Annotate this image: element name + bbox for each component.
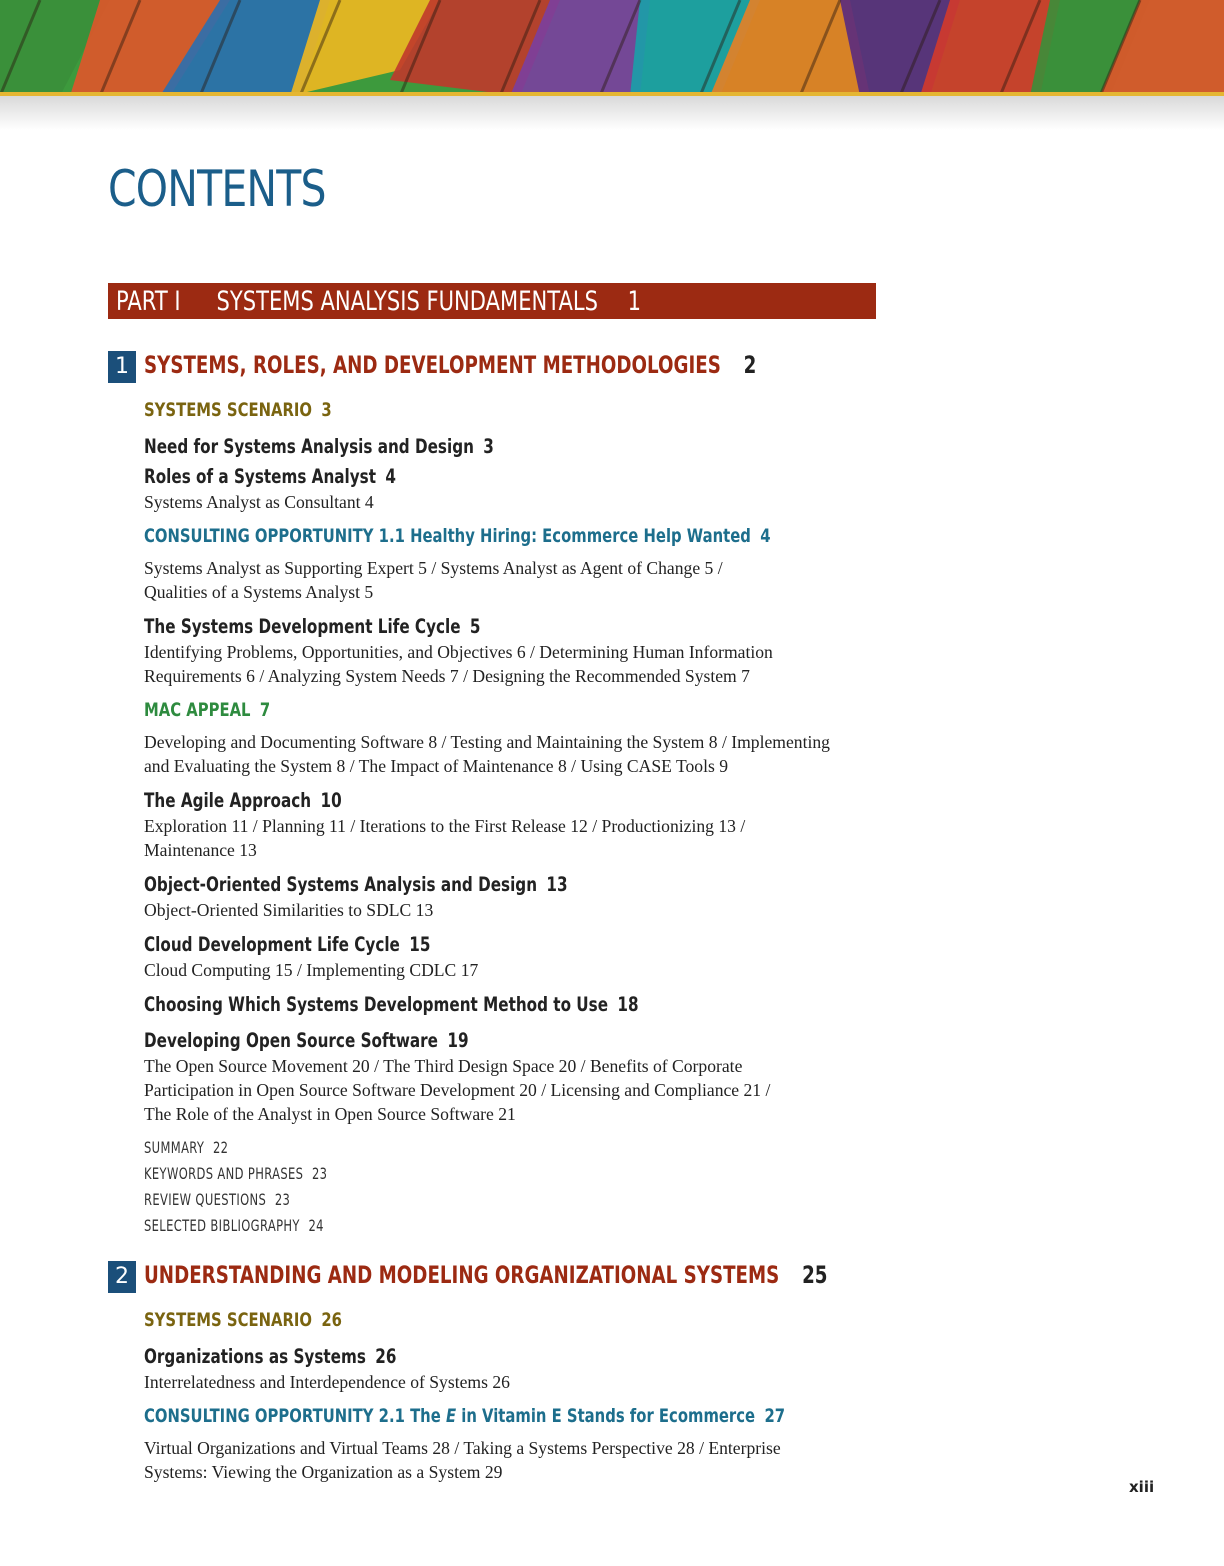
- section-page: 15: [409, 933, 431, 956]
- subsection-line: Exploration 11 / Planning 11 / Iterations to the First Release 12 / Productionizing 13 /: [144, 816, 746, 836]
- mac-appeal-page: 7: [259, 699, 271, 721]
- chapter-page: 2: [743, 351, 757, 379]
- part-title: SYSTEMS ANALYSIS FUNDAMENTALS: [216, 286, 599, 317]
- end-matter-label: SUMMARY: [144, 1138, 205, 1157]
- end-matter-entry[interactable]: [144, 1216, 324, 1235]
- section-title: Object-Oriented Systems Analysis and Design: [144, 873, 538, 896]
- section-title: Cloud Development Life Cycle: [144, 933, 400, 956]
- section-page: 26: [375, 1345, 397, 1368]
- page-folio: xiii: [1129, 1478, 1155, 1496]
- end-matter-entry[interactable]: [144, 1138, 228, 1157]
- banner-shadow: [0, 96, 1224, 130]
- section-title: Developing Open Source Software: [144, 1029, 438, 1052]
- toc-section-heading[interactable]: [144, 993, 639, 1016]
- end-matter-label: SELECTED BIBLIOGRAPHY: [144, 1216, 300, 1235]
- subsection-line: Systems Analyst as Supporting Expert 5 / Systems Analyst as Agent of Change 5 /: [144, 558, 723, 578]
- subsection-line: Developing and Documenting Software 8 / Testing and Maintaining the System 8 / Implementing: [144, 732, 830, 752]
- section-page: 3: [483, 435, 494, 458]
- subsection-line: Participation in Open Source Software Development 20 / Licensing and Compliance 21 /: [144, 1080, 771, 1100]
- subsection-line: Systems: Viewing the Organization as a System 29: [144, 1462, 503, 1482]
- toc-section-heading[interactable]: [144, 873, 568, 896]
- section-title: The Systems Development Life Cycle: [144, 615, 461, 638]
- consulting-page: 27: [764, 1405, 786, 1427]
- consulting-opportunity-entry[interactable]: [144, 1405, 785, 1427]
- chapter-number-box: 2: [108, 1261, 136, 1293]
- section-page: 5: [469, 615, 481, 638]
- subsection-line: The Role of the Analyst in Open Source Software 21: [144, 1104, 516, 1124]
- toc-subsection-text: [144, 640, 884, 688]
- section-title: Need for Systems Analysis and Design: [144, 435, 474, 458]
- part-heading-bar: [108, 283, 876, 319]
- subsection-line: Maintenance 13: [144, 840, 257, 860]
- end-matter-entry[interactable]: [144, 1190, 290, 1209]
- section-title: Roles of a Systems Analyst: [144, 465, 376, 488]
- chapter-number-box: 1: [108, 351, 136, 383]
- chapter-page: 25: [802, 1261, 828, 1289]
- end-matter-page: 23: [274, 1190, 291, 1209]
- toc-subsection-text: [144, 730, 884, 778]
- subsection-line: Qualities of a Systems Analyst 5: [144, 582, 374, 602]
- toc-section-heading[interactable]: [144, 1029, 469, 1052]
- toc-subsection-text: Interrelatedness and Interdependence of Systems 26: [144, 1372, 510, 1392]
- scenario-label: SYSTEMS SCENARIO: [144, 399, 312, 421]
- section-page: 18: [617, 993, 639, 1016]
- toc-subsection-text: Systems Analyst as Consultant 4: [144, 492, 374, 512]
- chapter-title-text: UNDERSTANDING AND MODELING ORGANIZATIONAL SYSTEMS: [144, 1261, 780, 1289]
- toc-section-heading[interactable]: [144, 615, 481, 638]
- subsection-line: Identifying Problems, Opportunities, and Objectives 6 / Determining Human Information: [144, 642, 773, 662]
- page-title: CONTENTS: [108, 160, 326, 218]
- toc-subsection-text: Object-Oriented Similarities to SDLC 13: [144, 900, 434, 920]
- consulting-label: CONSULTING OPPORTUNITY 2.1 The: [144, 1405, 446, 1427]
- part-page: 1: [627, 286, 642, 317]
- subsection-line: The Open Source Movement 20 / The Third Design Space 20 / Benefits of Corporate: [144, 1056, 743, 1076]
- consulting-label: CONSULTING OPPORTUNITY 1.1 Healthy Hiring: Ecommerce Help Wanted: [144, 525, 751, 547]
- end-matter-page: 22: [212, 1138, 229, 1157]
- section-title: Choosing Which Systems Development Method to Use: [144, 993, 609, 1016]
- systems-scenario-entry[interactable]: [144, 399, 332, 421]
- consulting-label: in Vitamin E Stands for Ecommerce: [456, 1405, 756, 1427]
- toc-subsection-text: Cloud Computing 15 / Implementing CDLC 17: [144, 960, 479, 980]
- banner-artwork: [0, 0, 1224, 96]
- subsection-line: Virtual Organizations and Virtual Teams 28 / Taking a Systems Perspective 28 / Enterprise: [144, 1438, 781, 1458]
- toc-section-heading[interactable]: [144, 789, 342, 812]
- scenario-label: SYSTEMS SCENARIO: [144, 1309, 312, 1331]
- chapter-title[interactable]: [144, 1261, 827, 1289]
- toc-subsection-text: [144, 1436, 884, 1484]
- end-matter-page: 23: [311, 1164, 328, 1183]
- section-title: The Agile Approach: [144, 789, 312, 812]
- section-title: Organizations as Systems: [144, 1345, 366, 1368]
- part-label: PART I: [116, 286, 181, 317]
- mac-appeal-label: MAC APPEAL: [144, 699, 251, 721]
- subsection-line: Requirements 6 / Analyzing System Needs 7 / Designing the Recommended System 7: [144, 666, 750, 686]
- consulting-opportunity-entry[interactable]: [144, 525, 771, 547]
- scenario-page: 26: [321, 1309, 342, 1331]
- section-page: 4: [385, 465, 396, 488]
- section-page: 19: [447, 1029, 469, 1052]
- chapter-title[interactable]: [144, 351, 756, 379]
- end-matter-label: REVIEW QUESTIONS: [144, 1190, 267, 1209]
- toc-section-heading[interactable]: [144, 1345, 396, 1368]
- chapter-title-text: SYSTEMS, ROLES, AND DEVELOPMENT METHODOLOGIES: [144, 351, 721, 379]
- consulting-label-italic: E: [445, 1405, 457, 1427]
- toc-section-heading[interactable]: [144, 933, 430, 956]
- cover-art-banner: [0, 0, 1224, 96]
- end-matter-label: KEYWORDS AND PHRASES: [144, 1164, 304, 1183]
- subsection-line: and Evaluating the System 8 / The Impact of Maintenance 8 / Using CASE Tools 9: [144, 756, 728, 776]
- end-matter-entry[interactable]: [144, 1164, 327, 1183]
- toc-subsection-text: [144, 556, 884, 604]
- section-page: 10: [320, 789, 342, 812]
- end-matter-page: 24: [308, 1216, 324, 1235]
- toc-subsection-text: [144, 1054, 884, 1126]
- consulting-page: 4: [760, 525, 771, 547]
- section-page: 13: [546, 873, 568, 896]
- toc-subsection-text: [144, 814, 884, 862]
- toc-section-heading[interactable]: [144, 465, 396, 488]
- toc-section-heading[interactable]: [144, 435, 494, 458]
- scenario-page: 3: [321, 399, 332, 421]
- systems-scenario-entry[interactable]: [144, 1309, 342, 1331]
- mac-appeal-entry[interactable]: [144, 699, 270, 721]
